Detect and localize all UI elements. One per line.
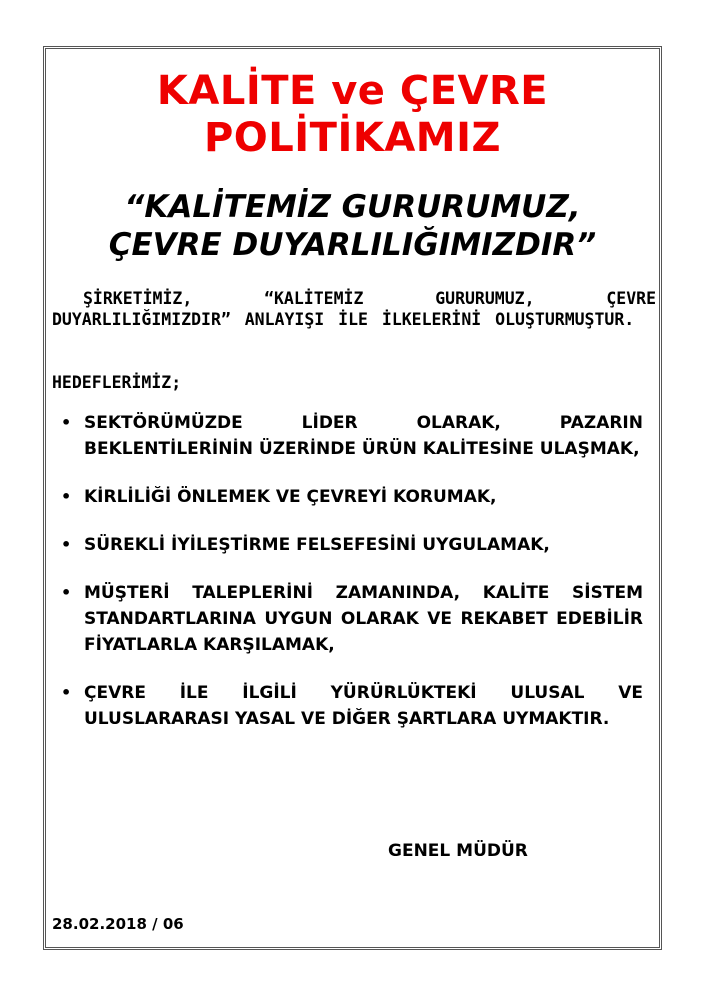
title-line-2: POLİTİKAMIZ: [203, 115, 501, 161]
bullet-icon: •: [61, 487, 72, 506]
goals-list: [60, 410, 643, 754]
page-title: [43, 68, 662, 162]
goal-item: [60, 410, 643, 462]
goal-text: SÜREKLİ İYİLEŞTİRME FELSEFESİNİ UYGULAMAK,: [84, 535, 550, 555]
bullet-icon: •: [61, 583, 72, 602]
motto: [43, 188, 662, 264]
motto-line-2: ÇEVRE DUYARLILIĞIMIZDIR”: [108, 227, 597, 263]
goal-text: KİRLİLİĞİ ÖNLEMEK VE ÇEVREYİ KORUMAK,: [84, 487, 497, 507]
signature-title: GENEL MÜDÜR: [388, 841, 528, 861]
bullet-icon: •: [61, 683, 72, 702]
goals-heading: HEDEFLERİMİZ;: [52, 373, 182, 392]
intro-paragraph: ŞİRKETİMİZ, “KALİTEMİZ GURURUMUZ, ÇEVRE DUYARLILIĞIMIZDIR” ANLAYIŞI İLE İLKELERİNİ OLUŞTURMUŞTUR.: [52, 289, 656, 329]
bullet-icon: •: [61, 535, 72, 554]
goal-item: [60, 532, 643, 558]
goal-text: SEKTÖRÜMÜZDE LİDER OLARAK, PAZARIN BEKLENTİLERİNİN ÜZERİNDE ÜRÜN KALİTESİNE ULAŞMAK,: [84, 413, 643, 459]
goal-item: [60, 484, 643, 510]
document-date-revision: 28.02.2018 / 06: [52, 915, 184, 933]
motto-line-1: “KALİTEMİZ GURURUMUZ,: [124, 189, 581, 225]
title-line-1: KALİTE ve ÇEVRE: [156, 68, 549, 114]
goal-text: MÜŞTERİ TALEPLERİNİ ZAMANINDA, KALİTE SİSTEM STANDARTLARINA UYGUN OLARAK VE REKABET EDEBİLİR FİYATLARLA KARŞILAMAK,: [84, 583, 643, 655]
goal-item: [60, 680, 643, 732]
goal-text: ÇEVRE İLE İLGİLİ YÜRÜRLÜKTEKİ ULUSAL VE ULUSLARARASI YASAL VE DİĞER ŞARTLARA UYMAKTIR.: [84, 683, 643, 729]
goal-item: [60, 580, 643, 658]
bullet-icon: •: [61, 413, 72, 432]
